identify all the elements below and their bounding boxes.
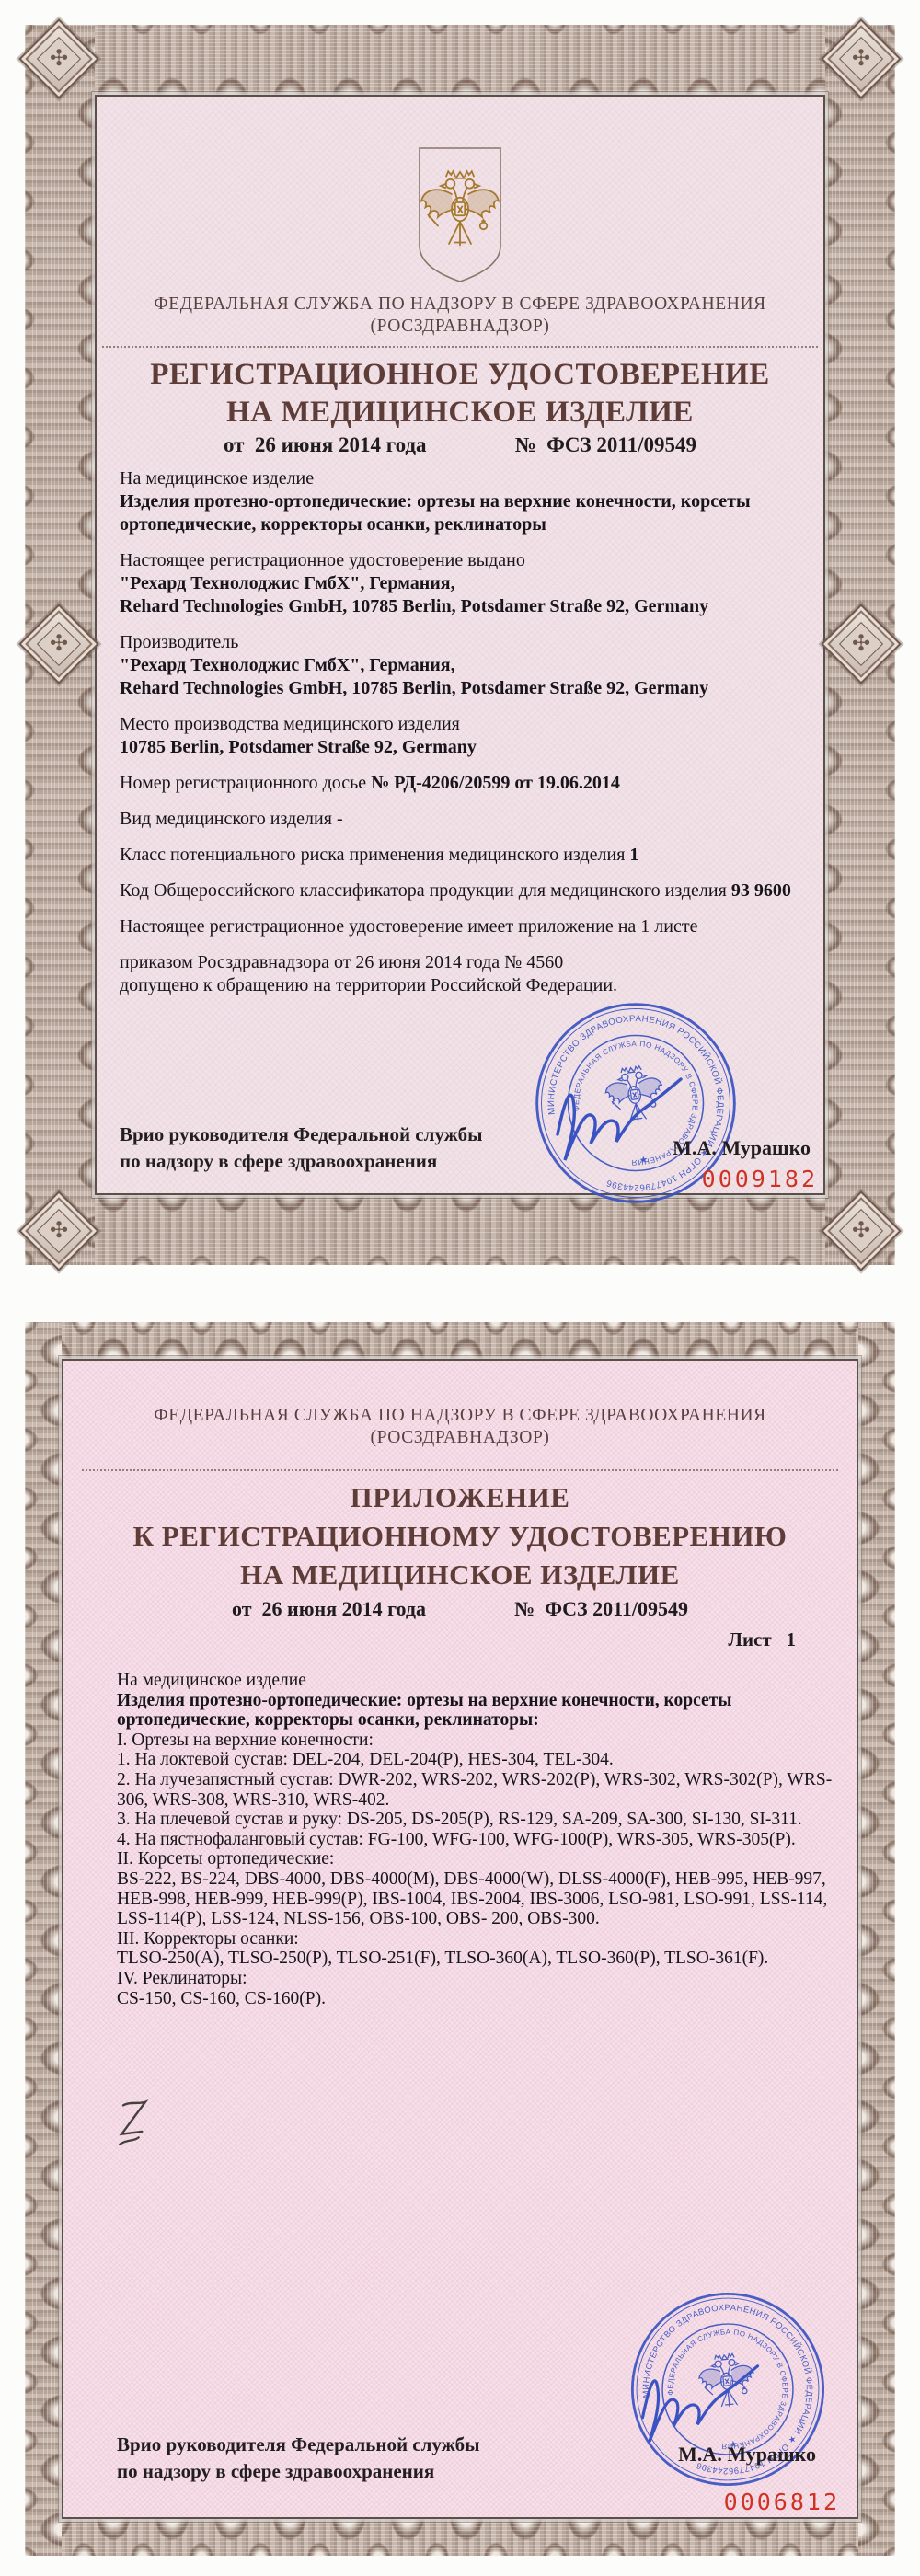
agency-header — [25, 1405, 895, 1449]
body-line: TLSO-250(A), TLSO-250(P), TLSO-251(F), TLSO-360(A), TLSO-360(P), TLSO-361(F). — [117, 1949, 769, 1969]
certificate-number: № ФСЗ 2011/09549 — [514, 1597, 688, 1620]
registration-certificate — [25, 25, 895, 1265]
appendix-body-text — [117, 1671, 834, 2008]
body-line: I. Ортезы на верхние конечности: — [117, 1730, 374, 1750]
body-line: IV. Реклинаторы: — [117, 1968, 247, 1988]
corner-ornament-icon: ✣ — [17, 1190, 100, 1272]
body-line: "Рехард Технолоджис ГмбХ", Германия, — [120, 573, 455, 593]
side-ornament-icon: ✣ — [820, 603, 903, 685]
body-line: На медицинское изделие — [120, 468, 315, 489]
serial-number: 0009182 — [701, 1166, 818, 1192]
body-line: Место производства медицинского изделия — [120, 714, 460, 734]
agency-short-name: (РОСЗДРАВНАДЗОР) — [370, 1428, 550, 1447]
body-line: Rehard Technologies GmbH, 10785 Berlin, Potsdamer Straße 92, Germany — [120, 678, 709, 698]
body-line: Производитель — [120, 632, 239, 652]
date-and-number-row — [25, 433, 895, 457]
body-line: Rehard Technologies GmbH, 10785 Berlin, Potsdamer Straße 92, Germany — [120, 596, 709, 616]
certificate-appendix — [25, 1322, 895, 2556]
agency-name: ФЕДЕРАЛЬНАЯ СЛУЖБА ПО НАДЗОРУ В СФЕРЕ ЗДРАВООХРАНЕНИЯ — [154, 1406, 766, 1425]
body-line: II. Корсеты ортопедические: — [117, 1849, 335, 1869]
body-line: допущено к обращению на территории Российской Федерации. — [120, 975, 618, 995]
agency-short-name: (РОСЗДРАВНАДЗОР) — [370, 316, 550, 336]
body-line: CS-150, CS-160, CS-160(P). — [117, 1988, 326, 2008]
body-line: 2. На лучезапястный сустав: DWR-202, WRS-202, WRS-202(P), WRS-302, WRS-302(P), WRS-306, WRS-308, WRS-310, WRS-402. — [117, 1769, 833, 1810]
ornate-border-bottom — [25, 2519, 895, 2556]
corner-ornament-icon: ✣ — [17, 17, 100, 100]
body-line: BS-222, BS-224, DBS-4000, DBS-4000(M), DBS-4000(W), DLSS-4000(F), HEB-995, HEB-997, HEB-998, HEB-999, HEB-999(P), IBS-1004, IBS-2004, IBS-3006, LSO-981, LSO-991, LSS-114, LSS-114(P), LSS-124, NLSS-156, OBS-100, OBS- 200, OBS-300. — [117, 1869, 828, 1929]
body-line: "Рехард Технолоджис ГмбХ", Германия, — [120, 655, 455, 675]
ornate-border-top — [25, 25, 895, 95]
body-line: 3. На плечевой сустав и руку: DS-205, DS-205(P), RS-129, SA-209, SA-300, SI-130, SI-311. — [117, 1810, 802, 1830]
corner-ornament-icon: ✣ — [820, 1190, 903, 1272]
signatory-title: Врио руководителя Федеральной службы по надзору в сфере здравоохранения — [117, 2433, 480, 2482]
body-line: 4. На пястнофаланговый сустав: FG-100, WFG-100, WFG-100(P), WRS-305, WRS-305(P). — [117, 1829, 796, 1849]
body-line: Настоящее регистрационное удостоверение имеет приложение на 1 листе — [120, 916, 698, 937]
sheet-number: Лист 1 — [728, 1628, 796, 1650]
document-title: РЕГИСТРАЦИОННОЕ УДОСТОВЕРЕНИЕ НА МЕДИЦИНСКОЕ ИЗДЕЛИЕ — [150, 358, 770, 429]
signatory-title: Врио руководителя Федеральной службы по надзору в сфере здравоохранения — [120, 1123, 483, 1172]
body-line: 1. На локтевой сустав: DEL-204, DEL-204(P), HES-304, TEL-304. — [117, 1750, 614, 1770]
body-line: приказом Росздравнадзора от 26 июня 2014 года № 4560 — [120, 952, 564, 972]
issue-date: от 26 июня 2014 года — [223, 433, 427, 456]
dotted-divider — [102, 346, 818, 348]
serial-number: 0006812 — [723, 2489, 840, 2515]
certificate-body-text — [120, 467, 845, 997]
body-line: Код Общероссийского классификатора продукции для медицинского изделия 93 9600 — [120, 880, 791, 901]
handwritten-mark — [113, 2095, 155, 2167]
body-line: Класс потенциального риска применения медицинского изделия 1 — [120, 845, 639, 865]
agency-name: ФЕДЕРАЛЬНАЯ СЛУЖБА ПО НАДЗОРУ В СФЕРЕ ЗДРАВООХРАНЕНИЯ — [154, 294, 766, 314]
body-line: Настоящее регистрационное удостоверение выдано — [120, 550, 525, 570]
ornate-border-top — [25, 1322, 895, 1359]
issue-date: от 26 июня 2014 года — [232, 1597, 427, 1620]
signatory-name: М.А. Мурашко — [678, 2443, 816, 2466]
dotted-divider — [82, 1469, 838, 1471]
certificate-number: № ФСЗ 2011/09549 — [514, 433, 697, 456]
body-line: На медицинское изделие — [117, 1671, 306, 1690]
russian-coat-of-arms-icon — [412, 144, 508, 284]
body-line: Изделия протезно-ортопедические: ортезы на верхние конечности, корсеты ортопедические, корректоры осанки, реклинаторы: — [117, 1690, 732, 1731]
side-ornament-icon: ✣ — [17, 603, 100, 685]
signatory-name: М.А. Мурашко — [673, 1136, 811, 1159]
agency-header — [25, 293, 895, 338]
body-line: Номер регистрационного досье № РД-4206/20599 от 19.06.2014 — [120, 773, 620, 793]
body-line: III. Корректоры осанки: — [117, 1928, 299, 1949]
ornate-border-bottom — [25, 1195, 895, 1265]
handwritten-signature — [621, 2351, 805, 2454]
body-line: Вид медицинского изделия - — [120, 809, 343, 829]
corner-ornament-icon: ✣ — [820, 17, 903, 100]
date-and-number-row — [25, 1597, 895, 1621]
document-title: ПРИЛОЖЕНИЕ К РЕГИСТРАЦИОННОМУ УДОСТОВЕРЕНИЮ НА МЕДИЦИНСКОЕ ИЗДЕЛИЕ — [132, 1481, 788, 1591]
body-line: Изделия протезно-ортопедические: ортезы на верхние конечности, корсеты ортопедические, корректоры осанки, реклинаторы — [120, 491, 751, 535]
body-line: 10785 Berlin, Potsdamer Straße 92, Germany — [120, 737, 477, 757]
